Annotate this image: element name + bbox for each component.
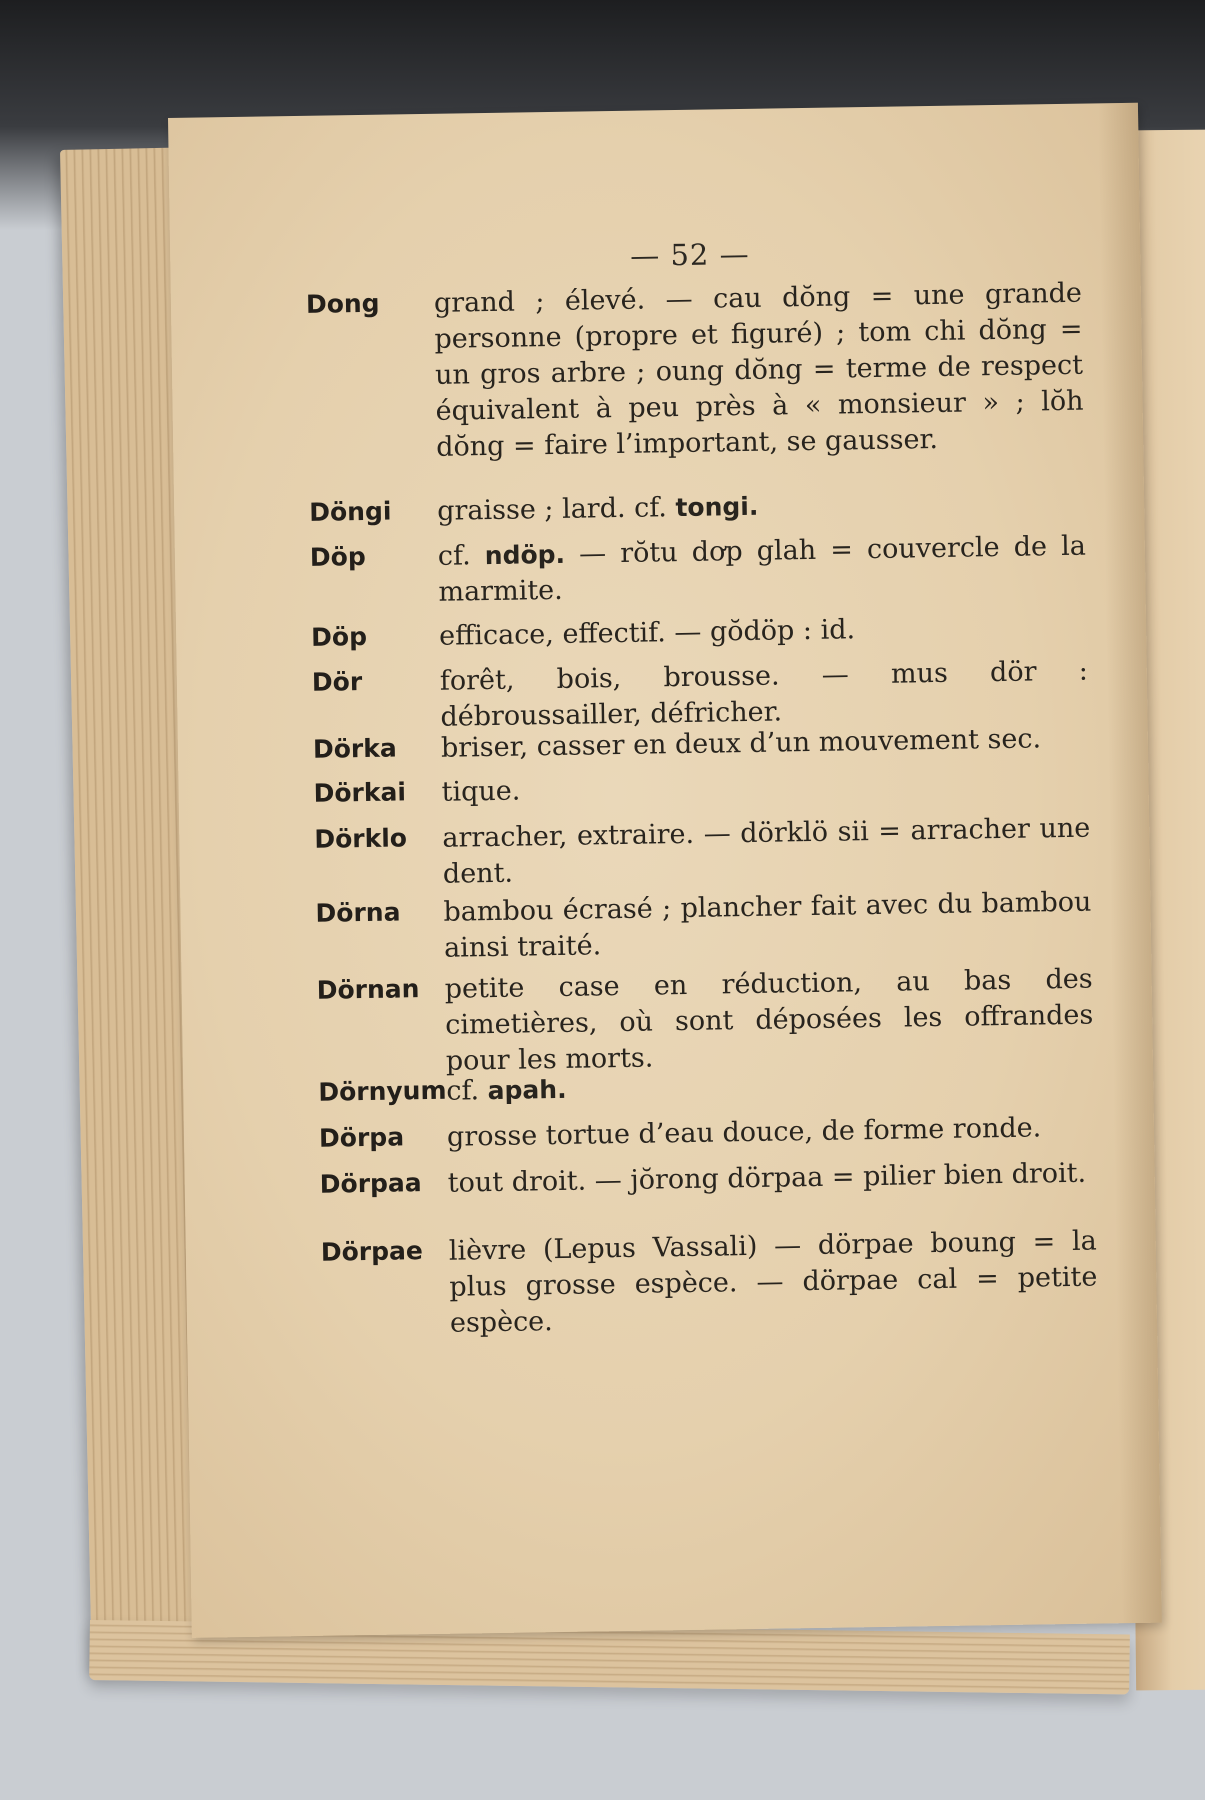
definition-text: tique. <box>441 775 521 808</box>
entry-headword: Dörpaa <box>319 1168 422 1199</box>
entry-headword: Dong <box>305 288 380 319</box>
definition-text: cf. <box>446 1075 488 1107</box>
definition-text: forêt, bois, brousse. — mus dör : débroussailler, défricher. <box>439 655 1089 733</box>
entry-headword: Döp <box>309 541 366 572</box>
definition-text: grand ; élevé. — cau dŏng = une grande personne (propre et figuré) ; tom chi dŏng = un gros arbre ; oung dŏng = terme de respect équivalent à peu près à « monsieur » ; lŏh dŏng = faire l’important, se gausser. <box>433 277 1084 463</box>
entry-definition <box>449 1224 1099 1342</box>
dictionary-entry <box>320 1223 1121 1339</box>
entry-definition <box>437 484 1085 530</box>
definition-text: — rŏtu dơp glah = couvercle de la marmite. <box>438 530 1087 608</box>
entry-definition <box>434 276 1085 466</box>
dictionary-page <box>168 103 1162 1638</box>
entry-headword: Dörpae <box>320 1236 424 1267</box>
definition-text: cf. <box>437 540 486 572</box>
dictionary-entry <box>313 764 1113 808</box>
page-number: — 52 — <box>629 236 750 273</box>
definition-text: graisse ; lard. cf. <box>436 492 676 527</box>
entry-definition <box>447 1110 1095 1156</box>
entry-definition <box>438 529 1087 611</box>
definition-text: efficace, effectif. — gŏdöp : id. <box>438 614 856 652</box>
entry-definition <box>444 962 1094 1080</box>
definition-text: bambou écrasé ; plancher fait avec du bambou ainsi traité. <box>443 886 1092 964</box>
dictionary-entry <box>311 653 1112 733</box>
entry-definition <box>441 765 1089 811</box>
dictionary-entry <box>309 528 1110 608</box>
entry-headword: Dör <box>311 667 363 697</box>
cross-reference: ndöp. <box>484 539 566 571</box>
definition-text: briser, casser en deux d’un mouvement sec. <box>440 723 1042 764</box>
entry-headword: Döp <box>310 621 368 652</box>
dictionary-entry <box>308 483 1109 527</box>
definition-text: petite case en réduction, au bas des cimetières, où sont déposées les offrandes pour les morts. <box>444 963 1094 1077</box>
entry-definition <box>447 1156 1095 1202</box>
definition-text: grosse tortue d’eau douce, de forme ronde. <box>446 1112 1042 1153</box>
entry-headword: Dörkai <box>313 777 407 808</box>
entry-definition <box>442 811 1091 893</box>
definition-text: arracher, extraire. — dörklö sii = arracher une dent. <box>442 812 1091 890</box>
definition-text: lièvre (Lepus Vassali) — dörpae boung = la plus grosse espèce. — dörpae cal = petite espèce. <box>448 1225 1098 1339</box>
entry-headword: Dörnan <box>316 974 420 1005</box>
entry-list <box>168 103 1162 1638</box>
entry-headword: Dörna <box>315 897 401 928</box>
dictionary-entry <box>318 1109 1119 1153</box>
entry-headword: Dörka <box>312 733 397 764</box>
dictionary-entry <box>319 1155 1120 1199</box>
entry-definition <box>439 609 1087 655</box>
entry-definition <box>443 885 1092 967</box>
dictionary-entry <box>305 275 1106 463</box>
entry-headword: Dörklo <box>314 823 408 854</box>
definition-text: tout droit. — jŏrong dörpaa = pilier bien droit. <box>447 1157 1087 1199</box>
dictionary-entry <box>310 608 1111 652</box>
entry-headword: Döngi <box>308 496 392 527</box>
cross-reference: tongi. <box>675 491 759 523</box>
entry-headword: Dörnyum <box>318 1075 447 1107</box>
dictionary-entry <box>314 810 1114 890</box>
entry-headword: Dörpa <box>318 1122 405 1153</box>
dictionary-entry <box>316 961 1116 1077</box>
cross-reference: apah. <box>487 1074 567 1106</box>
